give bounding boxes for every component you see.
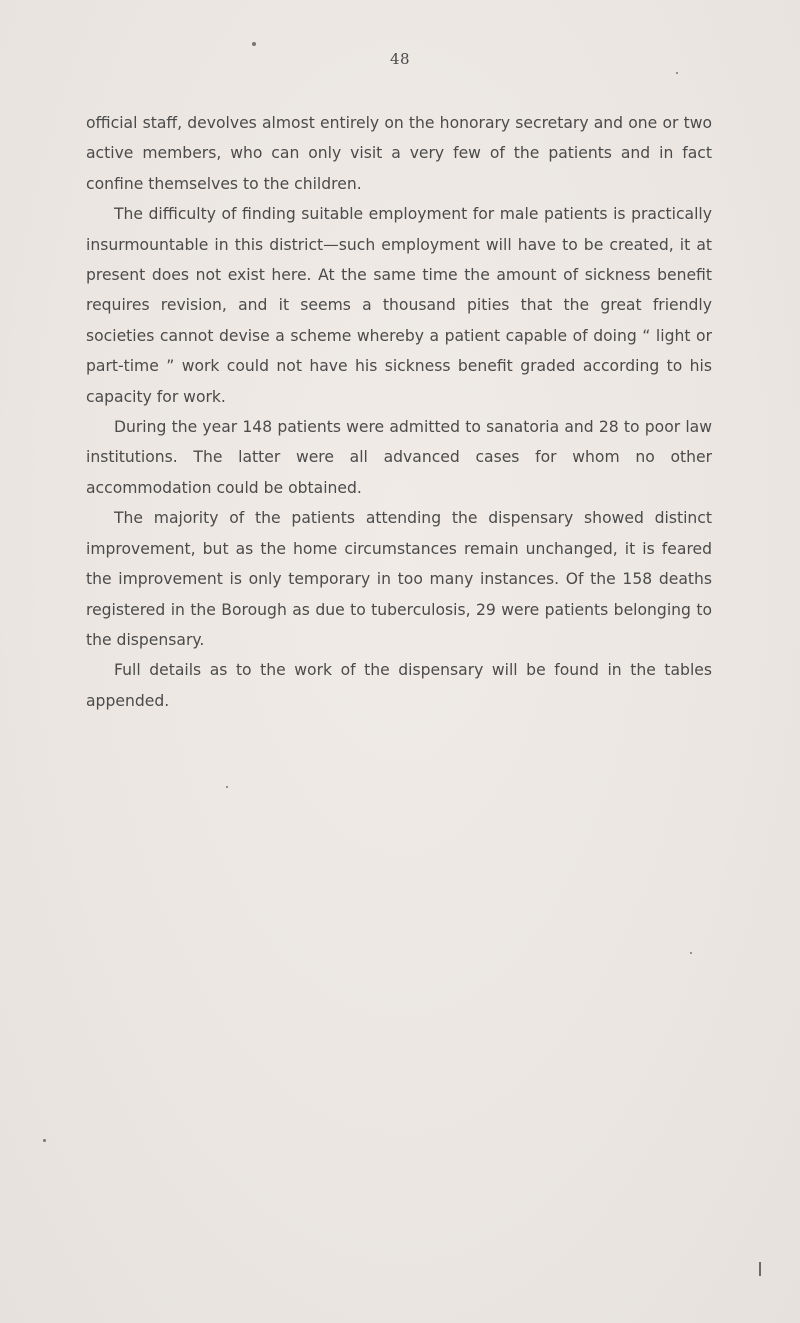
paragraph-5: Full details as to the work of the dispensary will be found in the tables appended. [86,661,712,710]
scan-speck [676,72,678,74]
paragraph-4: The majority of the patients attending the dispensary showed distinct improvement, but as the home circumstances remain unchanged, it is feared the improvement is only temporary in too many instances. Of the 158 deaths registered in the Borough as due to tuberculosis, 29 were patients belonging to the dispensary. [86,509,712,649]
page-number: 48 [389,50,411,68]
paragraph-3: During the year 148 patients were admitted to sanatoria and 28 to poor law institutions. The latter were all advanced cases for whom no other accommodation could be obtained. [86,418,712,497]
paragraph-2: The difficulty of finding suitable employment for male patients is practically insurmountable in this district—such employment will have to be created, it at present does not exist here. At the same time the amount of sickness benefit requires revision, and it seems a thousand pities that the great friendly societies cannot devise a scheme whereby a patient capable of doing “ light or part-time ” work could not have his sickness benefit graded according to his capacity for work. [86,205,712,406]
scan-speck [690,952,692,954]
scan-mark [759,1262,761,1276]
body-text [86,108,712,716]
paragraph-1: official staff, devolves almost entirely on the honorary secretary and one or two active members, who can only visit a very few of the patients and in fact confine themselves to the children. [86,114,712,193]
scan-speck [252,42,256,46]
scan-speck [43,1139,46,1142]
scan-speck [226,786,228,788]
